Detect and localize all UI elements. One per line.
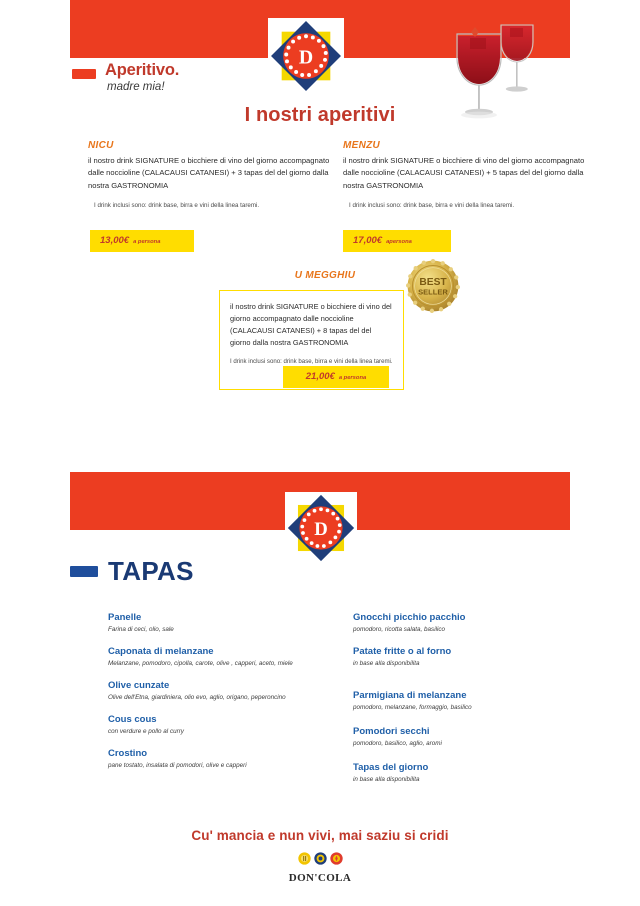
offer-nicu-name: NICU <box>88 140 114 151</box>
best-seller-line1: BEST <box>419 276 447 288</box>
offer-megghiu-description: il nostro drink SIGNATURE o bicchiere di vino del giorno accompagnato dalle noccioline (CALACAUSI CATANESI) + 8 tapas del del giorno dalla nostra GASTRONOMIA <box>230 302 392 347</box>
footer-brand-wordmark: DON'COLA <box>288 872 352 884</box>
offer-menzu <box>343 140 593 210</box>
best-seller-line2: SELLER <box>418 287 448 297</box>
tapas-item-name: Panelle <box>108 612 142 623</box>
doncola-logo-icon-2 <box>285 492 357 564</box>
tapas-item-ingredients: Melanzane, pomodoro, cipolla, carote, olive , capperi, aceto, miele <box>108 659 293 667</box>
tapas-item-ingredients: con verdure e pollo al curry <box>108 727 184 735</box>
tapas-item-ingredients: in base alla disponibilita <box>353 659 420 667</box>
tapas-item <box>353 726 598 748</box>
offer-menzu-description: il nostro drink SIGNATURE o bicchiere di vino del giorno accompagnato dalle noccioline (CALACAUSI CATANESI) + 5 tapas del del giorno dalla nostra GASTRONOMIA <box>343 156 585 190</box>
price-tag-menzu <box>343 230 451 252</box>
tapas-item-name: Crostino <box>108 748 148 759</box>
price-tag-nicu <box>90 230 194 252</box>
best-seller-badge-icon <box>406 259 460 313</box>
aperitivo-label-group <box>72 62 179 95</box>
tapas-column-right <box>353 612 598 796</box>
offer-nicu-note: I drink inclusi sono: drink base, birra e vini della linea taremi. <box>94 201 260 209</box>
aperitivo-label-subtitle: madre mia! <box>107 81 165 94</box>
price-nicu-amount: 13,00€ <box>100 235 130 246</box>
tapas-heading: TAPAS <box>108 556 194 586</box>
logo-letter: D <box>298 46 314 69</box>
footer-tagline: Cu' mancia e nun vivi, mai saziu si cridi <box>191 828 449 843</box>
tapas-item-ingredients: pane tostato, insalata di pomodori, olive e capperi <box>108 761 247 769</box>
footer-icon-group <box>0 852 640 865</box>
aperitivi-heading: I nostri aperitivi <box>244 104 396 126</box>
offer-megghiu-name: U MEGGHIU <box>294 270 356 281</box>
tapas-item-name: Patate fritte o al forno <box>353 646 452 657</box>
tapas-item-name: Pomodori secchi <box>353 726 430 737</box>
tapas-item <box>353 612 598 634</box>
tapas-item-name: Caponata di melanzane <box>108 646 214 657</box>
brand-logo-tapas <box>285 492 357 564</box>
tapas-item <box>108 714 353 736</box>
offer-nicu <box>88 140 338 210</box>
offer-menzu-note: I drink inclusi sono: drink base, birra e vini della linea taremi. <box>349 201 515 209</box>
offer-megghiu-note: I drink inclusi sono: drink base, birra e vini della linea taremi. <box>230 357 393 365</box>
tapas-item-name: Olive cunzate <box>108 680 170 691</box>
red-dash-icon <box>72 69 96 79</box>
tapas-item-ingredients: Farina di ceci, olio, sale <box>108 625 174 633</box>
price-megghiu-unit: a persona <box>338 375 367 381</box>
tapas-item-ingredients: pomodoro, basilico, aglio, aromi <box>353 739 442 747</box>
tapas-item <box>353 690 598 712</box>
footer-red-badge-icon <box>330 852 343 865</box>
price-nicu-unit: a persona <box>133 239 161 245</box>
tapas-item-ingredients: pomodoro, ricotta salata, basilico <box>353 625 446 633</box>
price-menzu-amount: 17,00€ <box>353 235 383 246</box>
tapas-columns <box>0 612 640 796</box>
tapas-item <box>108 748 353 770</box>
tapas-item-ingredients: in base alla disponibilita <box>353 775 420 783</box>
footer-navy-badge-icon <box>314 852 327 865</box>
offer-nicu-description: il nostro drink SIGNATURE o bicchiere di vino del giorno accompagnato dalle noccioline (CALACAUSI CATANESI) + 3 tapas del del giorno dalla nostra GASTRONOMIA <box>88 156 330 190</box>
tapas-column-left <box>108 612 353 796</box>
tapas-item <box>108 680 353 702</box>
tapas-item <box>108 646 353 668</box>
tapas-item-ingredients: Olive dell'Etna, giardiniera, olio evo, aglio, origano, peperoncino <box>108 693 286 701</box>
logo-letter-2: D <box>314 519 328 541</box>
price-tag-megghiu <box>283 366 389 388</box>
price-menzu-unit: apersona <box>386 239 412 245</box>
tapas-item-name: Parmigiana di melanzane <box>353 690 467 701</box>
offer-menzu-name: MENZU <box>343 140 381 151</box>
tapas-item <box>353 646 598 668</box>
aperitivo-label-title: Aperitivo. <box>105 61 180 79</box>
tapas-item <box>353 762 598 784</box>
blue-dash-icon <box>70 566 98 577</box>
footer-yellow-badge-icon <box>298 852 311 865</box>
tapas-heading-group <box>70 556 194 587</box>
doncola-logo-icon <box>268 18 344 94</box>
tapas-item <box>108 612 353 634</box>
tapas-item-name: Gnocchi picchio pacchio <box>353 612 466 623</box>
tapas-item-name: Tapas del giorno <box>353 762 429 773</box>
price-megghiu-amount: 21,00€ <box>305 371 335 382</box>
tapas-item-name: Cous cous <box>108 714 157 725</box>
tapas-item-ingredients: pomodoro, melanzane, formaggio, basilico <box>353 703 472 711</box>
brand-logo-aperitivo <box>268 18 344 94</box>
